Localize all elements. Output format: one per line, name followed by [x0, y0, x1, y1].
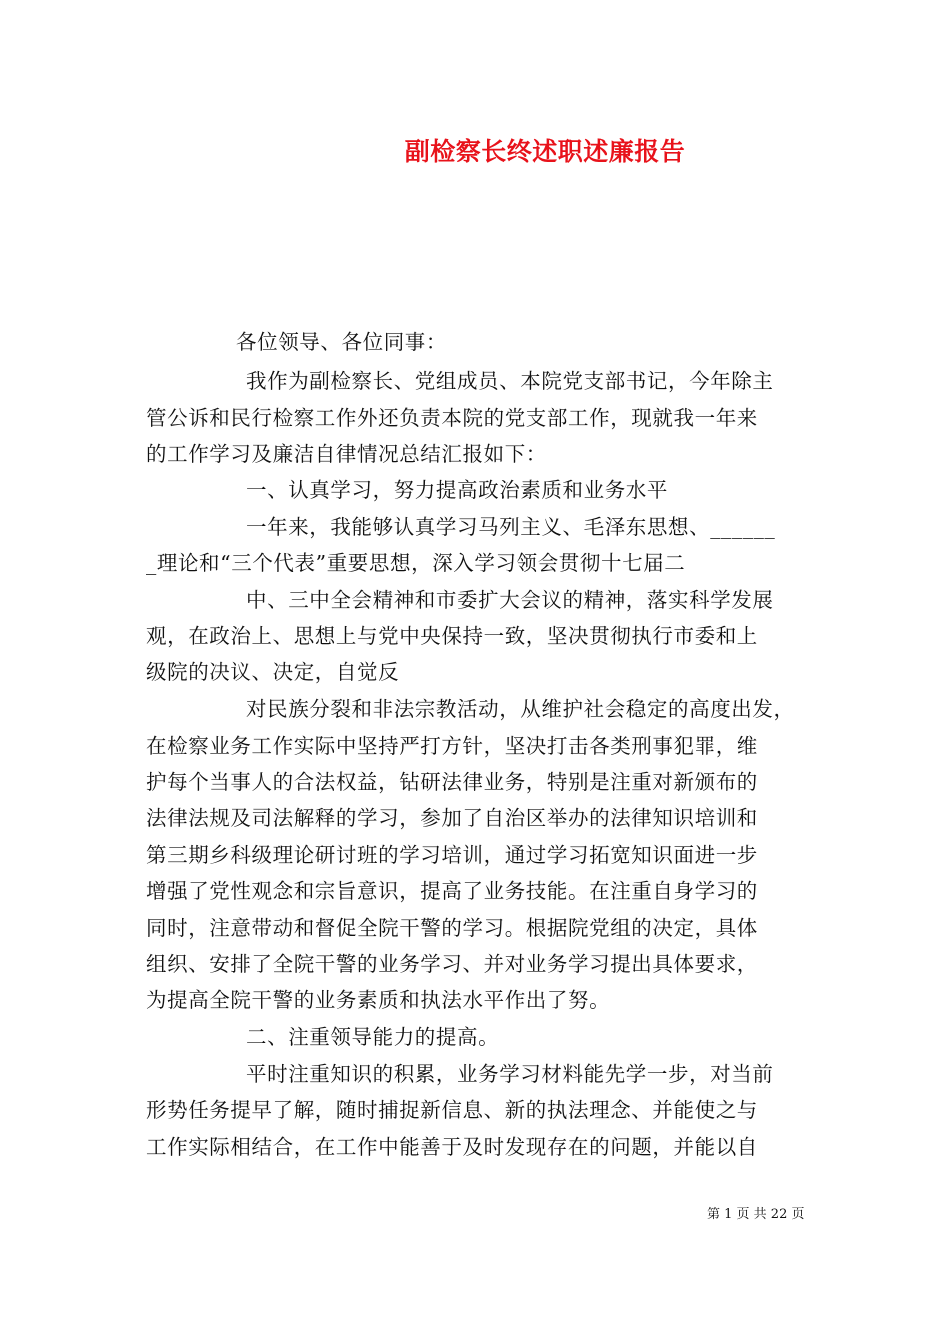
- section-heading: 二、注重领导能力的提高。: [246, 1025, 500, 1049]
- section-heading: 一、认真学习，努力提高政治素质和业务水平: [246, 478, 668, 502]
- paragraph-line: 护每个当事人的合法权益，钻研法律业务，特别是注重对新颁布的: [146, 770, 758, 794]
- paragraph-line: 为提高全院干警的业务素质和执法水平作出了努。: [146, 988, 611, 1012]
- paragraph-line: 法律法规及司法解释的学习，参加了自治区举办的法律知识培训和: [146, 806, 758, 830]
- paragraph-line: 第三期乡科级理论研讨班的学习培训，通过学习拓宽知识面进一步: [146, 843, 758, 867]
- paragraph-line: 的工作学习及廉洁自律情况总结汇报如下：: [146, 442, 547, 466]
- paragraph-line: 形势任务提早了解，随时捕捉新信息、新的执法理念、并能使之与: [146, 1098, 758, 1122]
- paragraph-line: 管公诉和民行检察工作外还负责本院的党支部工作，现就我一年来: [146, 406, 758, 430]
- paragraph-line: 观，在政治上、思想上与党中央保持一致，坚决贯彻执行市委和上: [146, 624, 758, 648]
- paragraph-line: _理论和“三个代表”重要思想，深入学习领会贯彻十七届二: [146, 551, 686, 575]
- paragraph-line: 增强了党性观念和宗旨意识，提高了业务技能。在注重自身学习的: [146, 879, 758, 903]
- paragraph-line: 级院的决议、决定，自觉反: [146, 660, 400, 684]
- paragraph-line: 我作为副检察长、党组成员、本院党支部书记，今年除主: [246, 369, 774, 393]
- paragraph-line: 工作实际相结合，在工作中能善于及时发现存在的问题，并能以自: [146, 1135, 758, 1159]
- paragraph-line: 在检察业务工作实际中坚持严打方针，坚决打击各类刑事犯罪，维: [146, 734, 758, 758]
- paragraph-line: 各位领导、各位同事：: [236, 330, 447, 354]
- paragraph-line: 平时注重知识的积累，业务学习材料能先学一步，对当前: [246, 1062, 774, 1086]
- paragraph-line: 中、三中全会精神和市委扩大会议的精神，落实科学发展: [246, 588, 774, 612]
- page-number-footer: 第 1 页 共 22 页: [707, 1207, 805, 1222]
- document-title: 副检察长终述职述廉报告: [404, 137, 686, 166]
- paragraph-line: 一年来，我能够认真学习马列主义、毛泽东思想、______: [246, 515, 776, 539]
- paragraph-line: 对民族分裂和非法宗教活动，从维护社会稳定的高度出发，: [246, 697, 795, 721]
- paragraph-line: 同时，注意带动和督促全院干警的学习。根据院党组的决定，具体: [146, 916, 758, 940]
- paragraph-line: 组织、安排了全院干警的业务学习、并对业务学习提出具体要求，: [146, 952, 758, 976]
